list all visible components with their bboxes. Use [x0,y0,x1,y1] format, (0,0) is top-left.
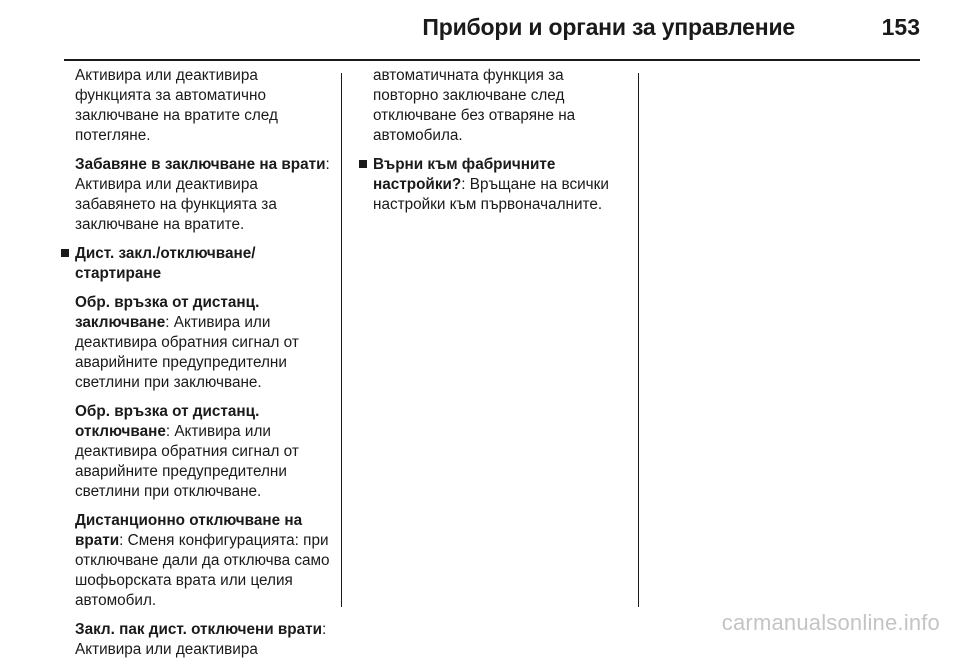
bullet-square-icon [359,160,367,168]
column-divider [638,73,639,607]
setting-description: : Активира или деактивира обратния сигнал от аварийните предупредителни светлини при заключване. [75,314,299,391]
paragraph: автоматичната функция за повторно заключване след отключване без отваряне на автомобила. [373,67,576,144]
paragraph [75,155,337,235]
setting-name: Върни към фабричните настройки? [373,156,556,193]
left-column [75,66,337,669]
bullet-item [373,155,628,215]
bullet-item [75,244,337,284]
column-divider [341,73,342,607]
setting-name: Закл. пак дист. отключени врати [75,621,322,638]
setting-description: : Връщане на всички настройки към първоначалните. [373,176,609,213]
setting-description: : Активира или деактивира обратния сигнал от аварийните предупредителни светлини при отключване. [75,423,299,500]
paragraph [75,511,337,611]
setting-name: Обр. връзка от дистанц. отключване [75,403,260,440]
setting-name: Дистанционно отключване на врати [75,512,303,549]
middle-column [373,66,628,224]
paragraph [75,402,337,502]
page-number: 153 [881,14,920,40]
setting-description: : Сменя конфигурацията: при отключване дали да отключва само шофьорската врата или целия автомобил. [75,532,330,609]
setting-description: : Активира или деактивира [75,621,327,658]
watermark: carmanualsonline.info [721,610,940,635]
paragraph [75,620,337,660]
bullet-square-icon [61,249,69,257]
bullet-heading: Дист. закл./отключване/ стартиране [75,245,256,282]
page-title: Прибори и органи за управление [422,14,795,40]
header-divider [64,59,920,61]
setting-name: Обр. връзка от дистанц. заключване [75,294,260,331]
setting-name: Забавяне в заключване на врати [75,156,326,173]
paragraph [75,293,337,393]
paragraph: Активира или деактивира функцията за автоматично заключване на вратите след потегляне. [75,67,278,144]
setting-description: : Активира или деактивира забавянето на функцията за заключване на вратите. [75,156,330,233]
